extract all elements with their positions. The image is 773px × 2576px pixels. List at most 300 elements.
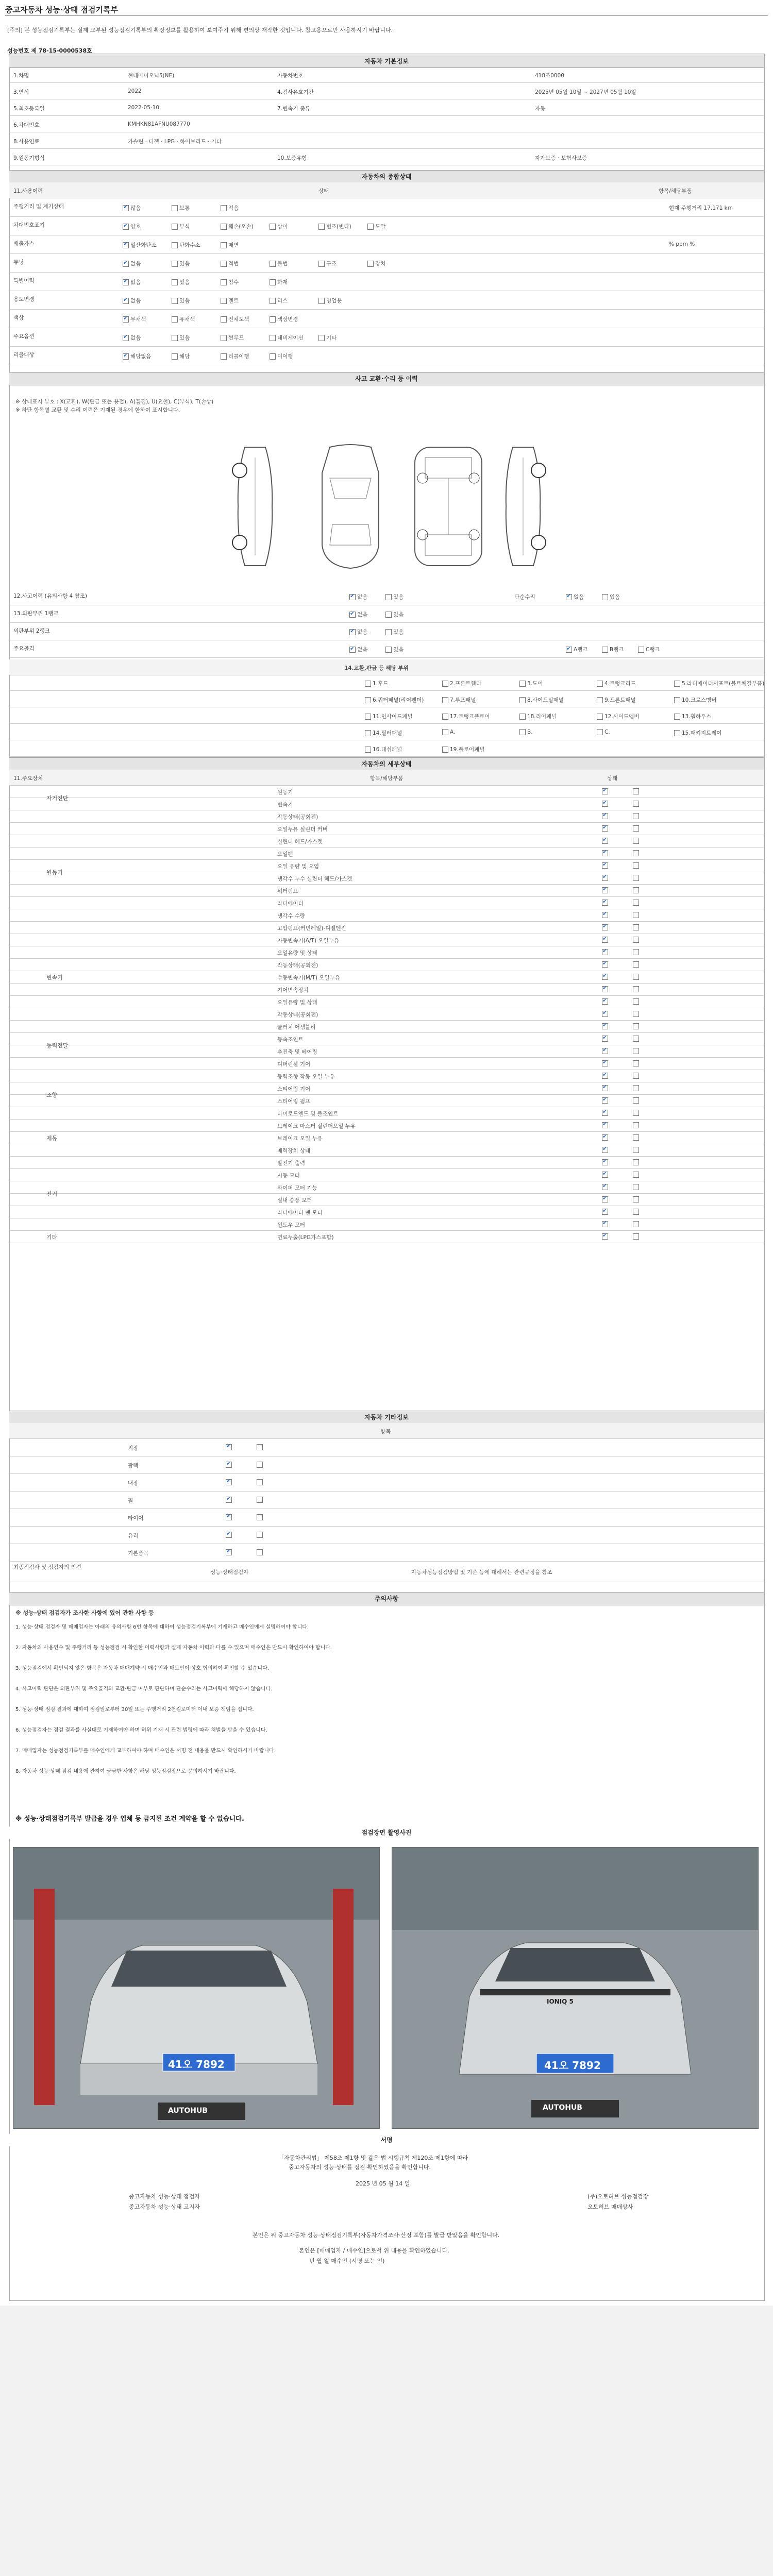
detail-ok[interactable] [602,1196,610,1202]
detail-ok[interactable] [602,974,610,980]
damage-part[interactable] [365,729,402,737]
status-option-box[interactable] [123,353,129,360]
status-option-box[interactable] [270,298,276,304]
status-option[interactable] [123,352,152,360]
detail-bad[interactable] [633,1172,641,1178]
status-option-box[interactable] [123,205,129,211]
status-option[interactable] [123,315,146,323]
detail-ok-box[interactable] [602,1060,608,1066]
status-option[interactable] [123,334,141,342]
status-option-box[interactable] [221,261,227,267]
status-option-box[interactable] [318,261,325,267]
detail-bad-box[interactable] [633,998,639,1005]
other-ok-box[interactable] [226,1497,232,1503]
detail-ok-box[interactable] [602,949,608,955]
damage-part-box[interactable] [365,730,371,736]
detail-bad[interactable] [633,949,641,955]
status-option[interactable] [123,223,141,230]
detail-bad[interactable] [633,1233,641,1240]
other-ok[interactable] [226,1479,233,1485]
damage-part[interactable] [442,713,490,720]
status-option-box[interactable] [221,298,227,304]
detail-bad-box[interactable] [633,1085,639,1091]
detail-ok-box[interactable] [602,813,608,819]
detail-bad-box[interactable] [633,862,639,869]
detail-bad-box[interactable] [633,949,639,955]
damage-part[interactable] [365,680,388,687]
status-option[interactable] [270,315,298,323]
detail-bad-box[interactable] [633,1134,639,1141]
damage-part[interactable] [442,696,476,704]
damage-part[interactable] [442,729,455,735]
damage-part-box[interactable] [597,697,603,703]
detail-ok[interactable] [602,801,610,807]
detail-ok-box[interactable] [602,986,608,992]
damage-option[interactable] [385,646,404,653]
status-option-box[interactable] [221,353,227,360]
detail-ok[interactable] [602,924,610,930]
status-option-box[interactable] [221,316,227,323]
detail-ok-box[interactable] [602,1172,608,1178]
detail-ok-box[interactable] [602,1023,608,1029]
status-option[interactable] [270,352,293,360]
detail-ok-box[interactable] [602,801,608,807]
detail-bad[interactable] [633,1209,641,1215]
detail-bad-box[interactable] [633,825,639,832]
detail-ok-box[interactable] [602,1122,608,1128]
status-option-box[interactable] [221,224,227,230]
other-repair[interactable] [257,1532,264,1538]
damage-part-box[interactable] [519,729,526,735]
detail-bad-box[interactable] [633,887,639,893]
damage-part[interactable] [597,729,610,735]
other-repair-box[interactable] [257,1462,263,1468]
status-option[interactable] [172,297,190,304]
status-option-box[interactable] [221,205,227,211]
damage-option2[interactable] [566,593,584,601]
detail-ok[interactable] [602,937,610,943]
detail-bad[interactable] [633,875,641,881]
damage-option-box[interactable] [385,594,392,600]
detail-ok[interactable] [602,862,610,869]
damage-option2-box[interactable] [602,594,608,600]
status-option-box[interactable] [123,242,129,248]
other-repair[interactable] [257,1549,264,1555]
detail-ok[interactable] [602,1073,610,1079]
damage-part-box[interactable] [519,681,526,687]
detail-ok[interactable] [602,788,610,794]
detail-ok[interactable] [602,986,610,992]
status-option-box[interactable] [123,224,129,230]
detail-bad[interactable] [633,1073,641,1079]
damage-part-box[interactable] [597,681,603,687]
detail-bad[interactable] [633,1159,641,1165]
detail-ok-box[interactable] [602,974,608,980]
detail-bad-box[interactable] [633,1184,639,1190]
status-option[interactable] [221,204,239,212]
status-option-box[interactable] [172,279,178,285]
detail-ok-box[interactable] [602,1159,608,1165]
detail-bad-box[interactable] [633,900,639,906]
damage-part[interactable] [519,680,543,687]
status-option-box[interactable] [172,298,178,304]
detail-ok-box[interactable] [602,875,608,881]
status-option[interactable] [221,223,254,230]
detail-bad[interactable] [633,912,641,918]
detail-ok[interactable] [602,887,610,893]
detail-ok-box[interactable] [602,998,608,1005]
status-option[interactable] [172,334,190,342]
detail-bad[interactable] [633,986,641,992]
status-option-box[interactable] [270,279,276,285]
other-repair-box[interactable] [257,1549,263,1555]
detail-bad-box[interactable] [633,961,639,968]
detail-ok[interactable] [602,912,610,918]
detail-bad-box[interactable] [633,1122,639,1128]
damage-part-box[interactable] [674,714,680,720]
damage-part[interactable] [442,680,481,687]
status-option[interactable] [270,297,288,304]
damage-part[interactable] [519,696,564,704]
detail-ok-box[interactable] [602,1097,608,1104]
detail-ok-box[interactable] [602,1011,608,1017]
status-option[interactable] [172,241,200,249]
detail-bad-box[interactable] [633,1073,639,1079]
damage-part[interactable] [365,713,413,720]
detail-bad-box[interactable] [633,875,639,881]
status-option-box[interactable] [172,353,178,360]
status-option-box[interactable] [270,353,276,360]
detail-ok-box[interactable] [602,1036,608,1042]
damage-part[interactable] [519,713,557,720]
detail-bad-box[interactable] [633,1209,639,1215]
detail-bad-box[interactable] [633,937,639,943]
detail-ok-box[interactable] [602,912,608,918]
detail-ok-box[interactable] [602,850,608,856]
other-repair[interactable] [257,1462,264,1468]
other-repair-box[interactable] [257,1532,263,1538]
damage-option[interactable] [349,593,367,601]
detail-ok[interactable] [602,1023,610,1029]
other-ok[interactable] [226,1462,233,1468]
other-repair-box[interactable] [257,1497,263,1503]
other-repair-box[interactable] [257,1514,263,1520]
other-repair[interactable] [257,1497,264,1503]
detail-ok[interactable] [602,1172,610,1178]
status-option-box[interactable] [367,261,374,267]
status-option-box[interactable] [270,335,276,341]
damage-part-box[interactable] [674,681,680,687]
status-option[interactable] [123,278,141,286]
other-ok-box[interactable] [226,1514,232,1520]
detail-bad-box[interactable] [633,1048,639,1054]
status-option[interactable] [221,260,239,267]
detail-bad[interactable] [633,1147,641,1153]
detail-bad[interactable] [633,937,641,943]
damage-option[interactable] [349,646,367,653]
status-option-box[interactable] [123,261,129,267]
detail-ok[interactable] [602,1122,610,1128]
damage-part-box[interactable] [442,714,448,720]
status-option-box[interactable] [172,205,178,211]
other-ok[interactable] [226,1497,233,1503]
detail-ok-box[interactable] [602,1048,608,1054]
status-option[interactable] [172,204,190,212]
damage-part[interactable] [674,680,764,687]
detail-bad[interactable] [633,825,641,832]
detail-bad-box[interactable] [633,1196,639,1202]
detail-ok-box[interactable] [602,862,608,869]
status-option-box[interactable] [318,335,325,341]
detail-ok[interactable] [602,900,610,906]
other-ok[interactable] [226,1444,233,1450]
detail-bad-box[interactable] [633,801,639,807]
damage-part[interactable] [597,713,639,720]
status-option[interactable] [123,241,157,249]
status-option[interactable] [172,315,195,323]
other-ok-box[interactable] [226,1532,232,1538]
detail-ok[interactable] [602,1159,610,1165]
status-option-box[interactable] [123,279,129,285]
status-option[interactable] [123,204,141,212]
detail-ok-box[interactable] [602,788,608,794]
detail-ok-box[interactable] [602,924,608,930]
detail-bad[interactable] [633,924,641,930]
detail-bad[interactable] [633,998,641,1005]
detail-bad-box[interactable] [633,986,639,992]
status-option[interactable] [270,223,288,230]
detail-bad-box[interactable] [633,788,639,794]
detail-ok-box[interactable] [602,1085,608,1091]
damage-option-box[interactable] [349,647,356,653]
detail-bad[interactable] [633,850,641,856]
detail-bad-box[interactable] [633,1097,639,1104]
damage-option2[interactable] [638,646,660,653]
status-option-box[interactable] [172,335,178,341]
detail-bad[interactable] [633,1036,641,1042]
detail-ok-box[interactable] [602,1196,608,1202]
detail-ok[interactable] [602,1233,610,1240]
other-repair[interactable] [257,1444,264,1450]
detail-ok[interactable] [602,1036,610,1042]
detail-bad[interactable] [633,838,641,844]
status-option[interactable] [172,278,190,286]
detail-ok-box[interactable] [602,825,608,832]
damage-option2-box[interactable] [566,594,572,600]
detail-ok-box[interactable] [602,887,608,893]
status-option[interactable] [367,260,385,267]
detail-bad-box[interactable] [633,1233,639,1240]
status-option[interactable] [123,297,141,304]
damage-option-box[interactable] [349,629,356,635]
status-option[interactable] [318,334,337,342]
damage-option[interactable] [385,593,404,601]
other-ok-box[interactable] [226,1462,232,1468]
detail-ok-box[interactable] [602,961,608,968]
detail-bad-box[interactable] [633,1147,639,1153]
status-option-box[interactable] [270,261,276,267]
status-option-box[interactable] [318,224,325,230]
damage-option[interactable] [385,611,404,618]
status-option-box[interactable] [318,298,325,304]
detail-bad-box[interactable] [633,1036,639,1042]
detail-ok[interactable] [602,875,610,881]
damage-part[interactable] [365,696,424,704]
detail-bad-box[interactable] [633,924,639,930]
detail-bad-box[interactable] [633,1221,639,1227]
detail-ok[interactable] [602,813,610,819]
detail-bad[interactable] [633,813,641,819]
detail-bad[interactable] [633,1023,641,1029]
detail-bad-box[interactable] [633,912,639,918]
damage-option-box[interactable] [385,647,392,653]
detail-ok[interactable] [602,1085,610,1091]
damage-option-box[interactable] [385,612,392,618]
other-ok[interactable] [226,1532,233,1538]
detail-bad-box[interactable] [633,850,639,856]
status-option-box[interactable] [123,298,129,304]
detail-ok[interactable] [602,998,610,1005]
damage-part-box[interactable] [442,729,448,735]
detail-bad-box[interactable] [633,813,639,819]
detail-bad[interactable] [633,1196,641,1202]
status-option[interactable] [172,260,190,267]
detail-bad[interactable] [633,1184,641,1190]
detail-bad-box[interactable] [633,974,639,980]
detail-bad[interactable] [633,862,641,869]
other-ok[interactable] [226,1514,233,1520]
status-option-box[interactable] [270,224,276,230]
detail-bad[interactable] [633,1011,641,1017]
status-option[interactable] [270,334,304,342]
detail-bad[interactable] [633,1060,641,1066]
damage-part-box[interactable] [365,697,371,703]
detail-bad[interactable] [633,887,641,893]
status-option[interactable] [318,223,351,230]
detail-bad-box[interactable] [633,1023,639,1029]
damage-part-box[interactable] [597,714,603,720]
detail-bad-box[interactable] [633,1159,639,1165]
damage-part[interactable] [519,729,533,735]
damage-part-box[interactable] [597,729,603,735]
status-option[interactable] [221,297,239,304]
detail-ok-box[interactable] [602,900,608,906]
damage-part[interactable] [442,745,484,753]
status-option-box[interactable] [172,242,178,248]
other-repair-box[interactable] [257,1479,263,1485]
damage-part-box[interactable] [519,697,526,703]
detail-ok[interactable] [602,1184,610,1190]
damage-option[interactable] [349,628,367,636]
damage-part[interactable] [674,713,711,720]
detail-ok[interactable] [602,1060,610,1066]
damage-option[interactable] [349,611,367,618]
damage-option2-box[interactable] [566,647,572,653]
status-option[interactable] [318,297,342,304]
detail-ok[interactable] [602,825,610,832]
detail-ok[interactable] [602,961,610,968]
other-repair-box[interactable] [257,1444,263,1450]
damage-option-box[interactable] [349,612,356,618]
damage-part-box[interactable] [674,730,680,736]
damage-part-box[interactable] [519,714,526,720]
detail-ok-box[interactable] [602,1110,608,1116]
status-option[interactable] [270,278,288,286]
detail-bad[interactable] [633,974,641,980]
status-option[interactable] [123,260,141,267]
other-ok[interactable] [226,1549,233,1555]
status-option[interactable] [172,352,190,360]
status-option-box[interactable] [123,335,129,341]
status-option[interactable] [221,278,239,286]
detail-ok-box[interactable] [602,1184,608,1190]
status-option-box[interactable] [172,316,178,323]
detail-bad[interactable] [633,900,641,906]
detail-bad[interactable] [633,1221,641,1227]
detail-bad[interactable] [633,961,641,968]
detail-ok[interactable] [602,1134,610,1141]
detail-ok[interactable] [602,1048,610,1054]
detail-bad[interactable] [633,1134,641,1141]
detail-ok-box[interactable] [602,1147,608,1153]
status-option[interactable] [318,260,337,267]
detail-ok-box[interactable] [602,1209,608,1215]
damage-option2-box[interactable] [602,647,608,653]
damage-part-box[interactable] [365,747,371,753]
detail-bad-box[interactable] [633,1172,639,1178]
detail-bad[interactable] [633,1097,641,1104]
other-ok-box[interactable] [226,1549,232,1555]
damage-part-box[interactable] [442,681,448,687]
detail-bad-box[interactable] [633,1110,639,1116]
damage-part-box[interactable] [442,697,448,703]
status-option[interactable] [172,223,190,230]
detail-ok-box[interactable] [602,838,608,844]
detail-bad-box[interactable] [633,1060,639,1066]
detail-bad[interactable] [633,801,641,807]
detail-ok[interactable] [602,1110,610,1116]
detail-ok-box[interactable] [602,1221,608,1227]
damage-part[interactable] [597,696,636,704]
other-ok-box[interactable] [226,1444,232,1450]
other-repair[interactable] [257,1514,264,1520]
detail-bad[interactable] [633,1048,641,1054]
detail-bad-box[interactable] [633,838,639,844]
damage-option-box[interactable] [349,594,356,600]
other-repair[interactable] [257,1479,264,1485]
damage-option2-box[interactable] [638,647,644,653]
detail-bad[interactable] [633,1122,641,1128]
status-option[interactable] [367,223,385,230]
damage-part[interactable] [597,680,636,687]
detail-ok[interactable] [602,850,610,856]
status-option-box[interactable] [172,224,178,230]
detail-ok[interactable] [602,1097,610,1104]
detail-ok-box[interactable] [602,937,608,943]
damage-option2[interactable] [566,646,587,653]
detail-bad[interactable] [633,1085,641,1091]
detail-bad[interactable] [633,788,641,794]
damage-part-box[interactable] [365,681,371,687]
status-option-box[interactable] [221,279,227,285]
detail-ok-box[interactable] [602,1233,608,1240]
damage-part[interactable] [674,696,716,704]
status-option[interactable] [221,352,249,360]
damage-option2[interactable] [602,593,620,601]
detail-ok[interactable] [602,1209,610,1215]
status-option-box[interactable] [123,316,129,323]
damage-part-box[interactable] [442,747,448,753]
